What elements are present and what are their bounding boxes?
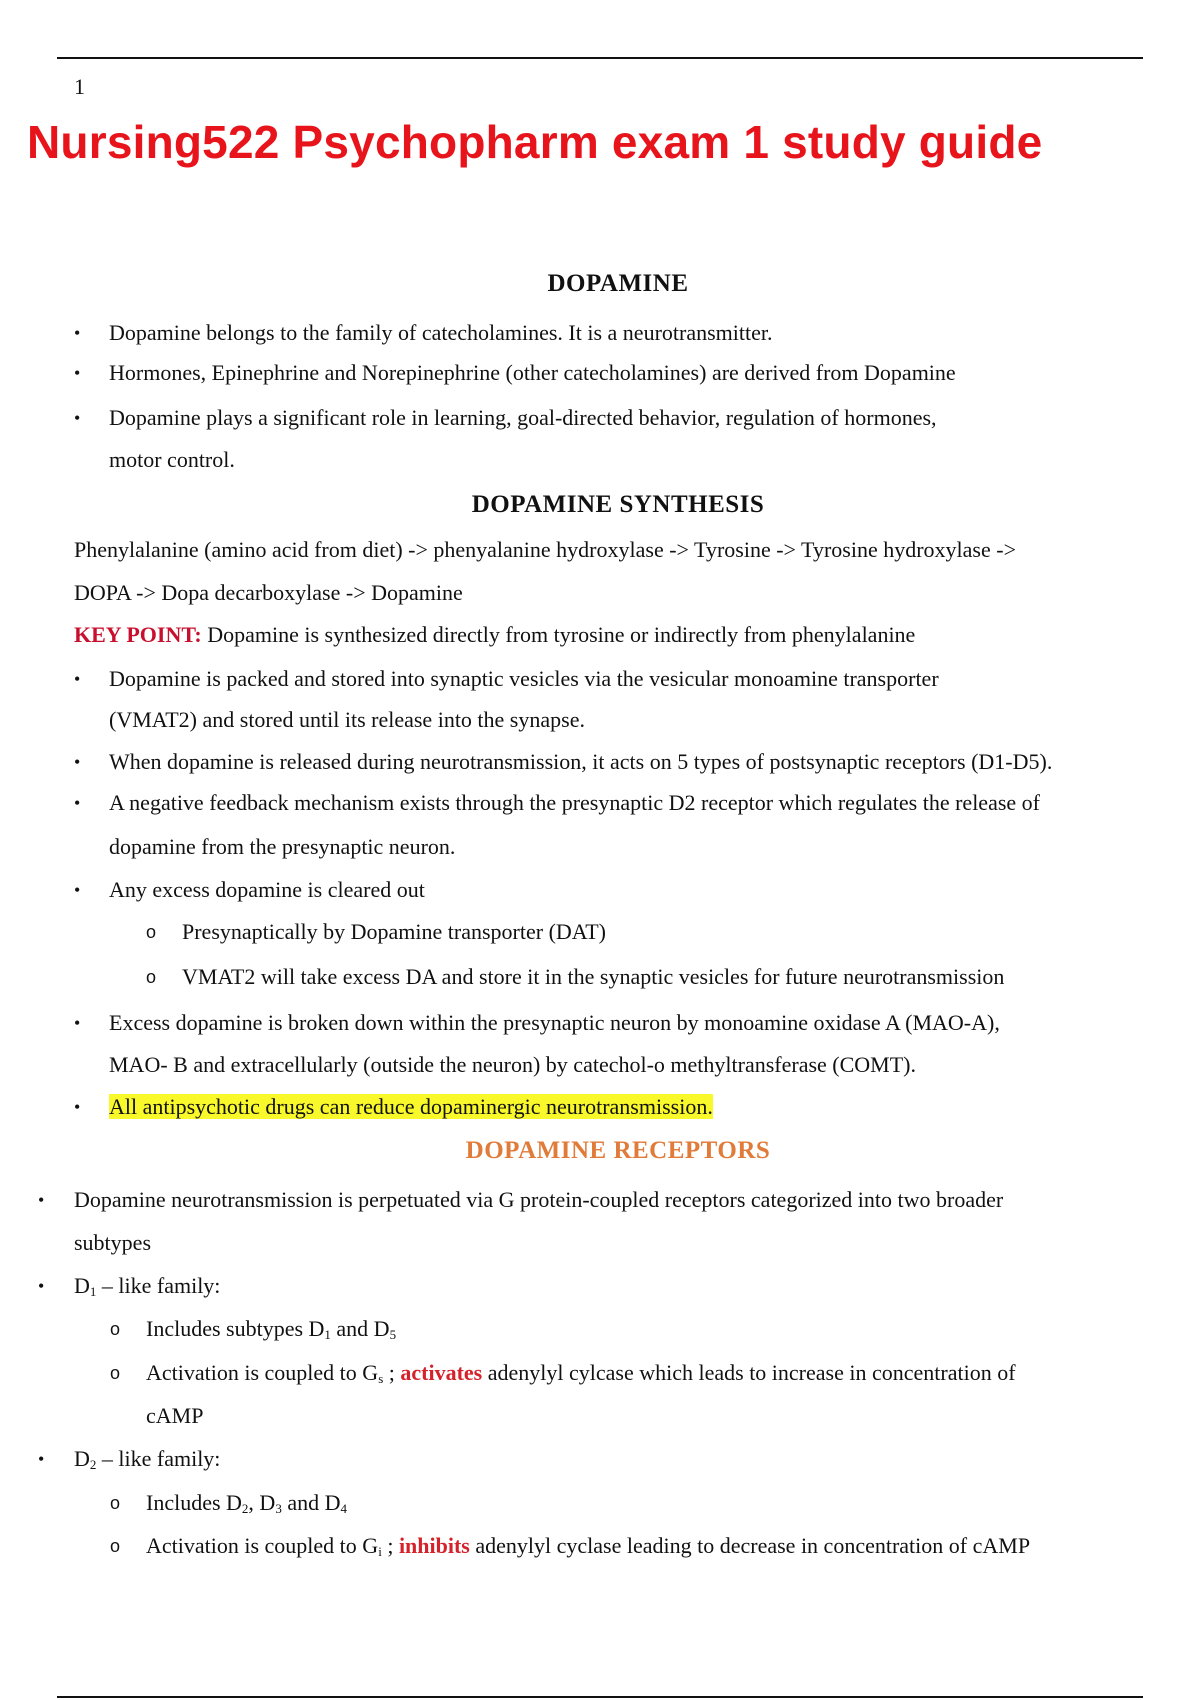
synthesis-pathway-2: DOPA -> Dopa decarboxylase -> Dopamine: [74, 580, 463, 605]
bullet-icon: •: [74, 1097, 81, 1117]
d2-includes: Includes $D_2$, $D_3$ and $D_4$: [146, 1490, 347, 1516]
page-number: 1: [74, 74, 85, 99]
d2-family: $D_2$ – like family:: [74, 1446, 221, 1472]
document-title: Nursing522 Psychopharm exam 1 study guide: [27, 116, 1043, 168]
receptors-intro-cont: subtypes: [74, 1230, 151, 1255]
bottom-rule: [57, 1696, 1143, 1698]
bullet-icon: •: [74, 880, 81, 900]
top-rule: [57, 57, 1143, 59]
synthesis-bullet-3: A negative feedback mechanism exists through the presynaptic D2 receptor which regulates the release of: [109, 790, 1040, 815]
heading-dopamine-synthesis: DOPAMINE SYNTHESIS: [471, 491, 765, 518]
heading-dopamine: DOPAMINE: [547, 270, 689, 297]
circle-bullet-icon: o: [110, 1319, 121, 1339]
inhibits-word: inhibits: [398, 1533, 470, 1558]
synthesis-subbullet-1: Presynaptically by Dopamine transporter (DAT): [182, 919, 606, 944]
circle-bullet-icon: o: [110, 1363, 121, 1383]
synthesis-subbullet-2: VMAT2 will take excess DA and store it in the synaptic vesicles for future neurotransmission: [182, 964, 1005, 989]
circle-bullet-icon: o: [110, 1536, 121, 1556]
d1-activation-cont: cAMP: [146, 1403, 204, 1428]
synthesis-bullet-1-cont: (VMAT2) and stored until its release into the synapse.: [109, 707, 585, 732]
circle-bullet-icon: o: [146, 967, 157, 987]
bullet-icon: •: [38, 1449, 45, 1469]
receptors-intro: Dopamine neurotransmission is perpetuated via G protein-coupled receptors categorized into two broader: [74, 1187, 1004, 1212]
bullet-icon: •: [74, 363, 81, 383]
dopamine-bullet-3: Dopamine plays a significant role in learning, goal-directed behavior, regulation of hormones,: [109, 405, 937, 430]
bullet-icon: •: [38, 1190, 45, 1210]
synthesis-bullet-5: Excess dopamine is broken down within the presynaptic neuron by monoamine oxidase A (MAO-A),: [109, 1010, 1000, 1035]
bullet-icon: •: [74, 793, 81, 813]
d2-activation: Activation is coupled to $G_i$ ; inhibits adenylyl cyclase leading to decrease in concentration of cAMP: [146, 1533, 1031, 1559]
dopamine-bullet-3-cont: motor control.: [109, 447, 235, 472]
d1-includes: Includes subtypes $D_1$ and $D_5$: [146, 1316, 397, 1342]
synthesis-bullet-highlight: [109, 1094, 713, 1120]
d1-family: $D_1$ – like family:: [74, 1273, 221, 1299]
key-point-text: Dopamine is synthesized directly from tyrosine or indirectly from phenylalanine: [201, 622, 916, 647]
synthesis-pathway-1: Phenylalanine (amino acid from diet) -> phenyalanine hydroxylase -> Tyrosine -> Tyrosine hydroxylase ->: [74, 537, 1016, 562]
bullet-icon: •: [74, 669, 81, 689]
bullet-icon: •: [74, 1013, 81, 1033]
bullet-icon: •: [74, 323, 81, 343]
bullet-icon: •: [74, 752, 81, 772]
activates-word: activates: [400, 1360, 483, 1385]
key-point-label: KEY POINT:: [74, 622, 202, 647]
synthesis-bullet-5-cont: MAO- B and extracellularly (outside the neuron) by catechol-o methyltransferase (COMT).: [109, 1052, 917, 1077]
synthesis-bullet-1: Dopamine is packed and stored into synaptic vesicles via the vesicular monoamine transporter: [109, 666, 939, 691]
d1-activation: Activation is coupled to $G_s$ ; activates adenylyl cylcase which leads to increase in concentration of: [146, 1360, 1016, 1386]
dopamine-bullet-1: Dopamine belongs to the family of catecholamines. It is a neurotransmitter.: [109, 320, 773, 345]
synthesis-bullet-2: When dopamine is released during neurotransmission, it acts on 5 types of postsynaptic receptors (D1-D5).: [109, 749, 1053, 774]
synthesis-bullet-3-cont: dopamine from the presynaptic neuron.: [109, 834, 456, 859]
bullet-icon: •: [74, 408, 81, 428]
highlighted-text: All antipsychotic drugs can reduce dopaminergic neurotransmission.: [109, 1094, 713, 1119]
circle-bullet-icon: o: [110, 1493, 121, 1513]
heading-dopamine-receptors: DOPAMINE RECEPTORS: [465, 1137, 771, 1164]
synthesis-bullet-4: Any excess dopamine is cleared out: [109, 877, 425, 902]
bullet-icon: •: [38, 1276, 45, 1296]
circle-bullet-icon: o: [146, 922, 157, 942]
dopamine-bullet-2: Hormones, Epinephrine and Norepinephrine (other catecholamines) are derived from Dopamine: [109, 360, 956, 385]
key-point: [74, 622, 915, 648]
